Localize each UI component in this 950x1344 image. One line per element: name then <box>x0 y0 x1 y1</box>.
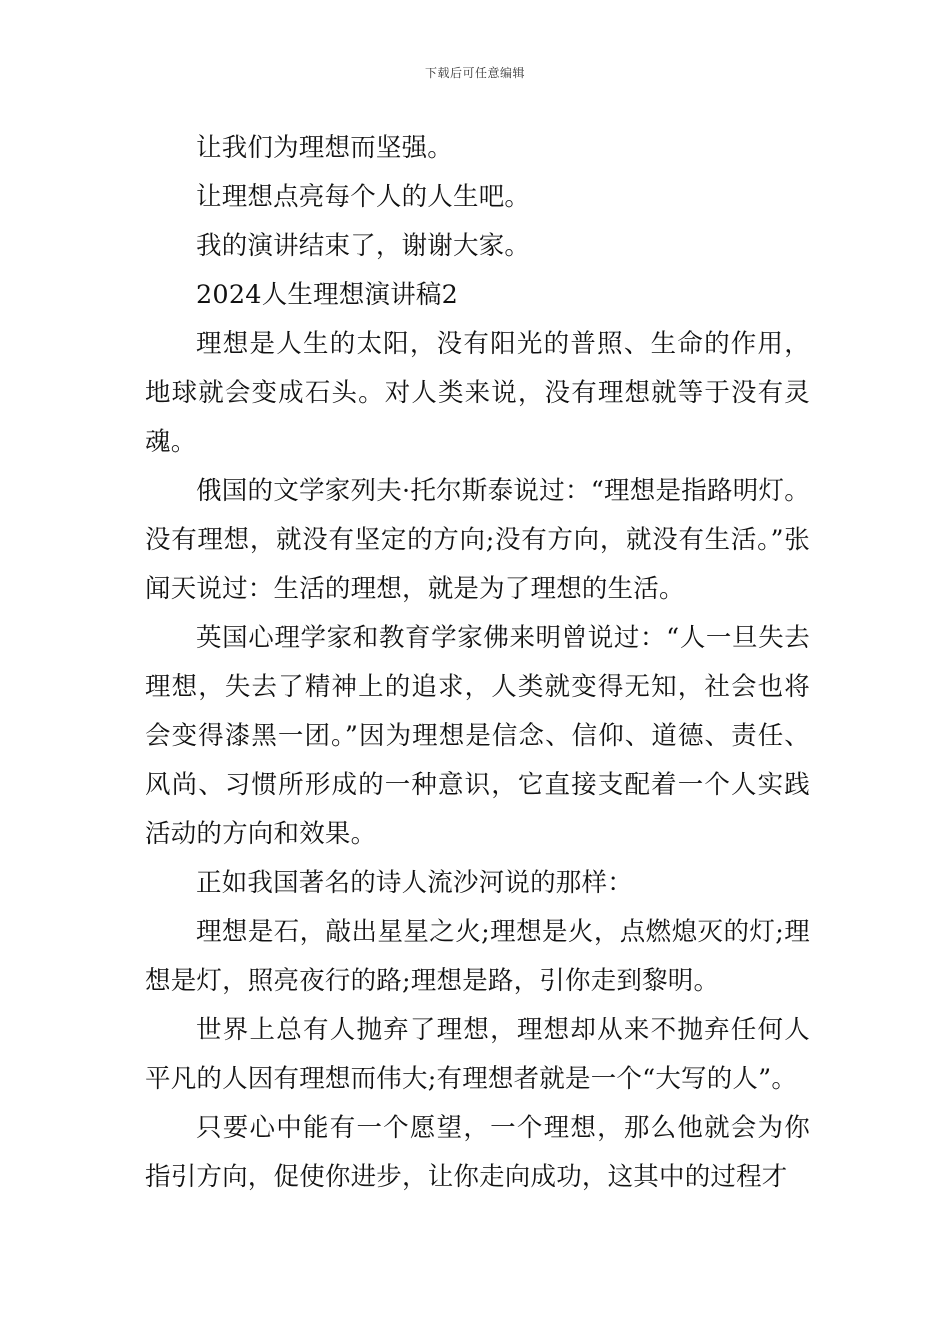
paragraph-2: 让理想点亮每个人的人生吧。 <box>196 182 531 212</box>
paragraph-6: 英国心理学家和教育学家佛来明曾说过：“人一旦失去理想，失去了精神上的追求，人类就变得无知，社会也将会变得漆黑一团。”因为理想是信念、信仰、道德、责任、风尚、习惯所形成的一种意识，它直接支配着一个人实践活动的方向和效果。 <box>145 623 810 849</box>
section-title: 2024人生理想演讲稿2 <box>196 280 459 310</box>
paragraph-4: 理想是人生的太阳，没有阳光的普照、生命的作用，地球就会变成石头。对人类来说，没有理想就等于没有灵魂。 <box>145 329 810 457</box>
header-note: 下载后可任意编辑 <box>424 66 525 80</box>
document-body <box>145 124 810 1202</box>
paragraph-1: 让我们为理想而坚强。 <box>196 133 454 163</box>
paragraph-7: 正如我国著名的诗人流沙河说的那样： <box>196 868 633 898</box>
paragraph-5: 俄国的文学家列夫·托尔斯泰说过：“理想是指路明灯。没有理想，就没有坚定的方向;没有方向，就没有生活。”张闻天说过：生活的理想，就是为了理想的生活。 <box>145 476 810 604</box>
paragraph-10: 只要心中能有一个愿望，一个理想，那么他就会为你指引方向，促使你进步，让你走向成功，这其中的过程才 <box>145 1113 810 1192</box>
paragraph-9: 世界上总有人抛弃了理想，理想却从来不抛弃任何人平凡的人因有理想而伟大;有理想者就是一个“大写的人”。 <box>145 1015 810 1094</box>
paragraph-3: 我的演讲结束了，谢谢大家。 <box>196 231 531 261</box>
paragraph-8: 理想是石，敲出星星之火;理想是火，点燃熄灭的灯;理想是灯，照亮夜行的路;理想是路，引你走到黎明。 <box>145 917 810 996</box>
